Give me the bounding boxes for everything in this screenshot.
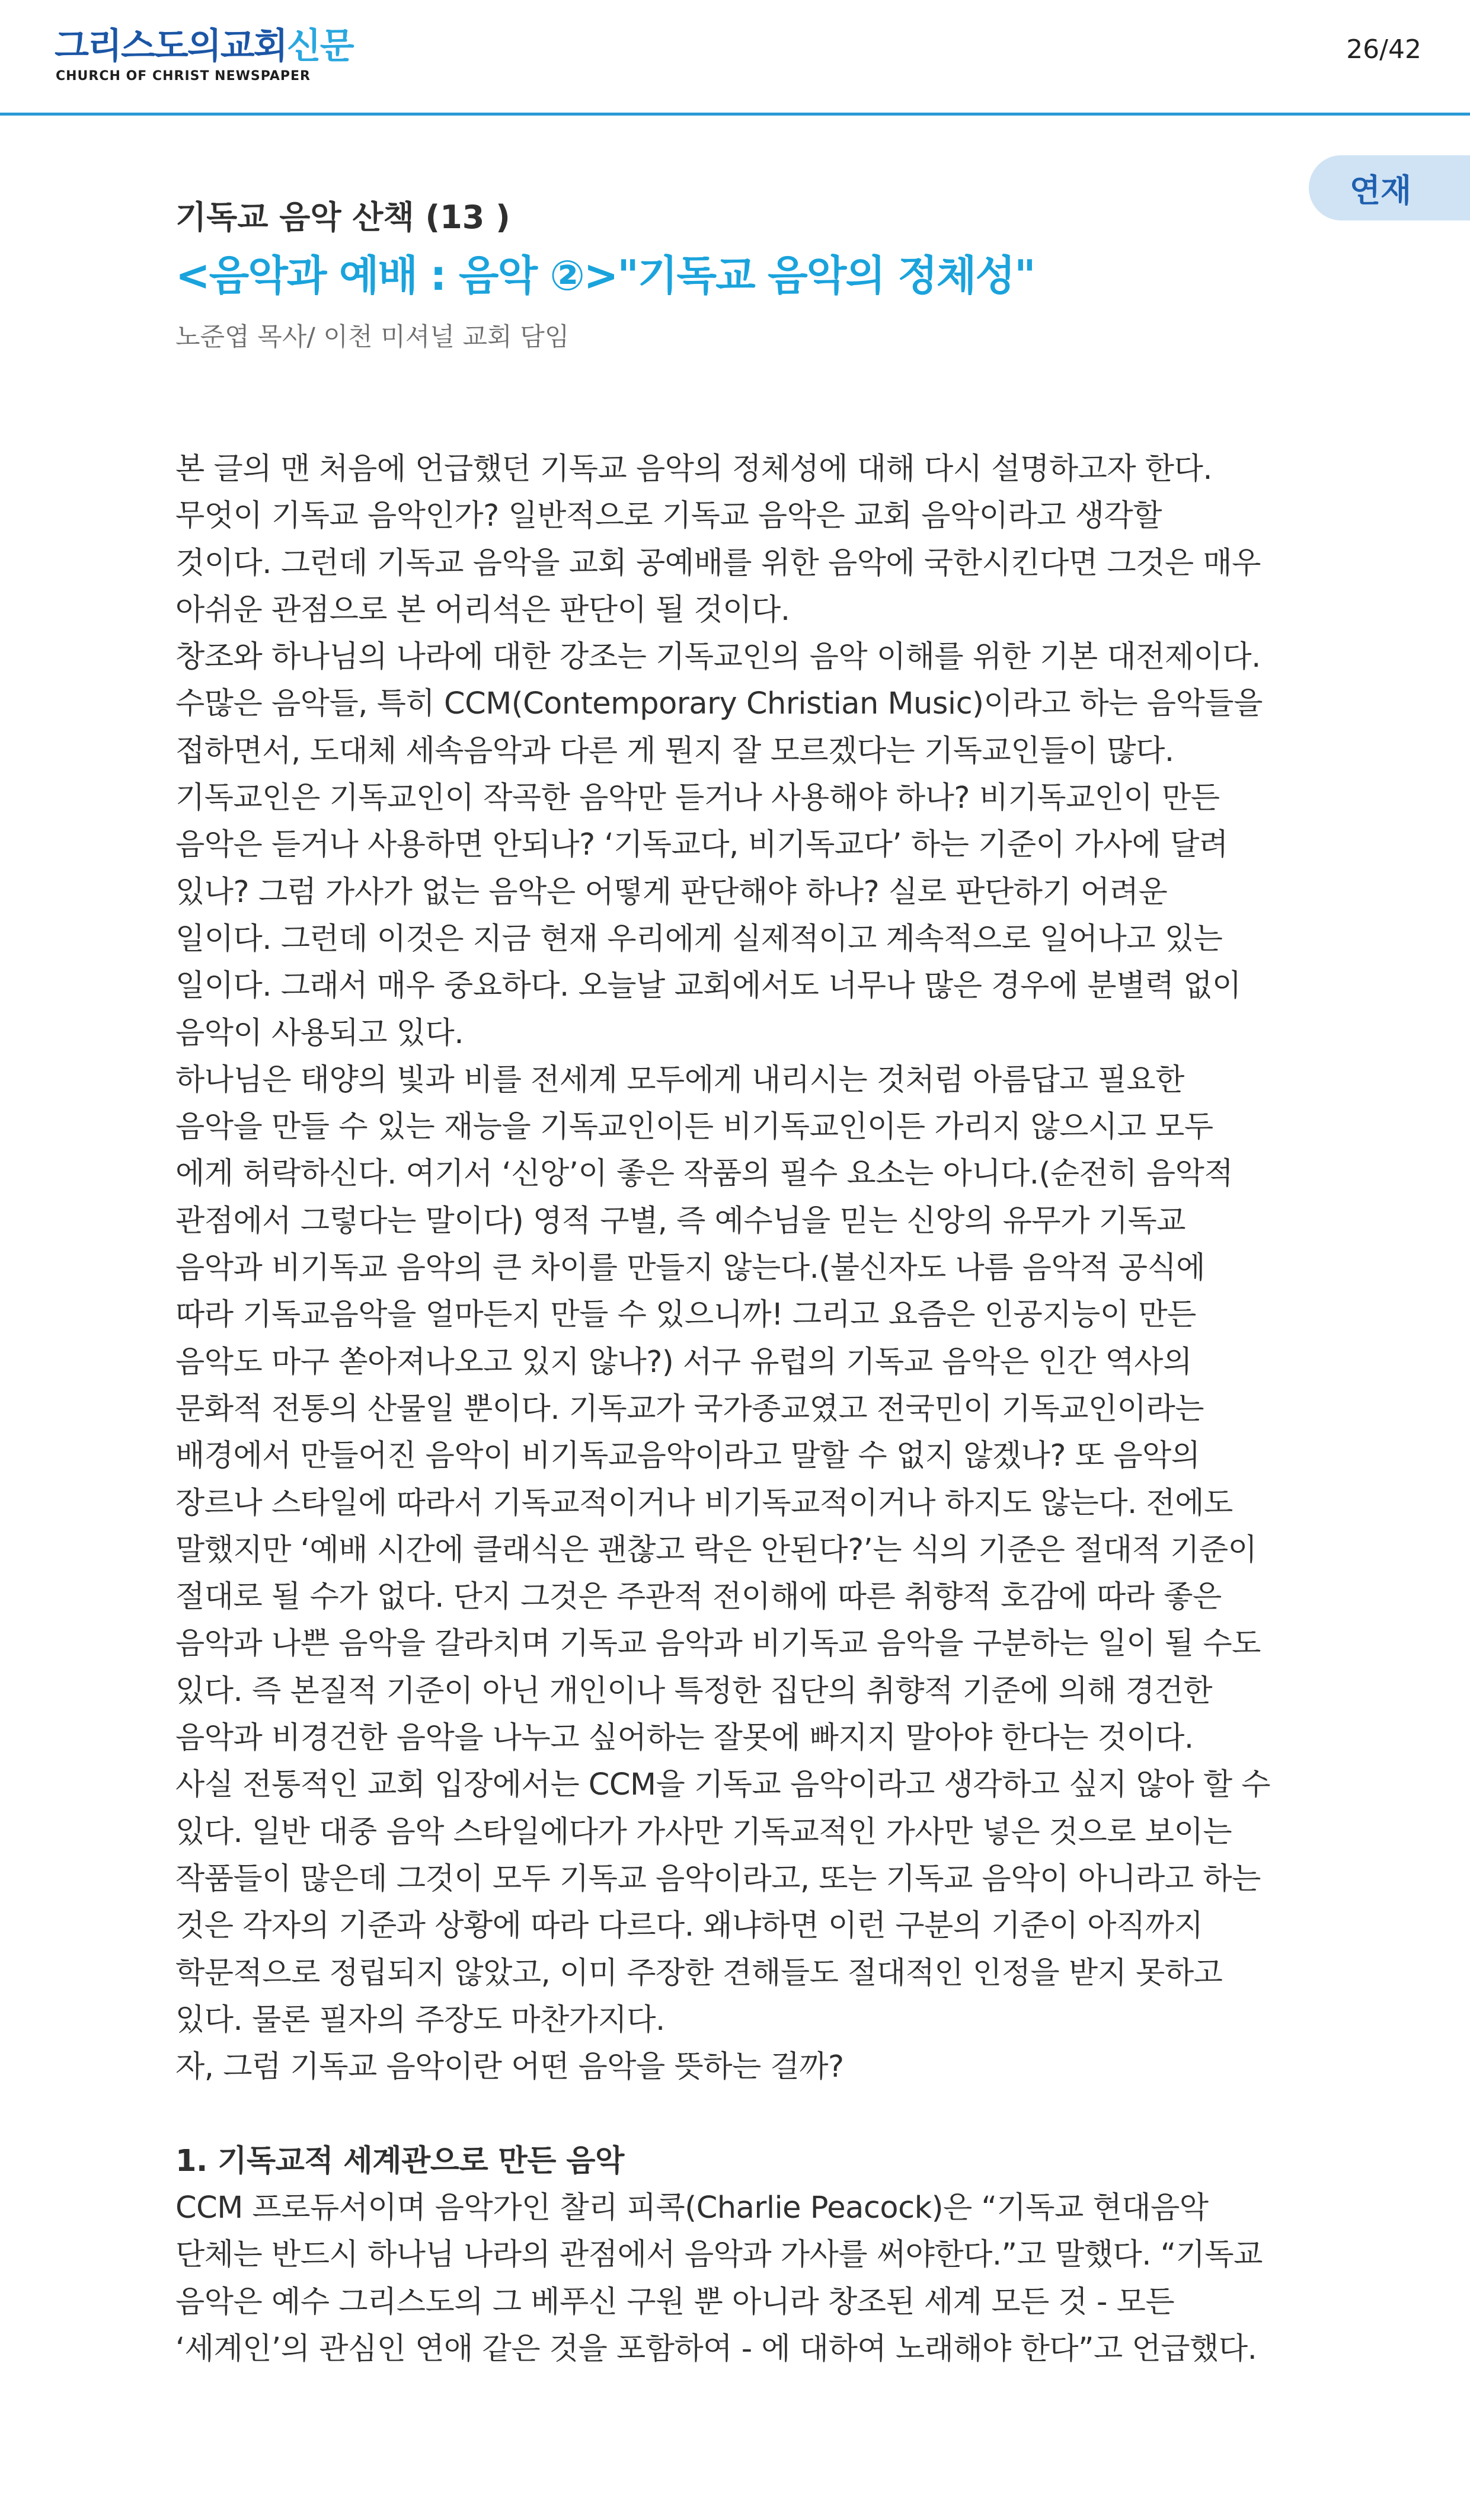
section-badge: 연재 (1309, 155, 1470, 220)
body-line: 기독교인은 기독교인이 작곡한 음악만 듣거나 사용해야 하나? 비기독교인이 만든 (175, 781, 1220, 816)
body-line: 학문적으로 정립되지 않았고, 이미 주장한 견해들도 절대적인 인정을 받지 못하고 (175, 1955, 1223, 1991)
article-body (175, 446, 1337, 2372)
body-line: 음악과 나쁜 음악을 갈라치며 기독교 음악과 비기독교 음악을 구분하는 일이 될 수도 (175, 1626, 1261, 1662)
body-line: 관점에서 그렇다는 말이다) 영적 구별, 즉 예수님을 믿는 신앙의 유무가 기독교 (175, 1203, 1185, 1239)
page-header (0, 0, 1470, 116)
body-line: 절대로 될 수가 없다. 단지 그것은 주관적 전이해에 따른 취향적 호감에 따라 좋은 (175, 1579, 1222, 1615)
body-line: 에게 허락하신다. 여기서 ‘신앙’이 좋은 작품의 필수 요소는 아니다.(순전히 음악적 (175, 1156, 1233, 1192)
body-line: 일이다. 그런데 이것은 지금 현재 우리에게 실제적이고 계속적으로 일어나고 있는 (175, 921, 1223, 957)
body-line: 접하면서, 도대체 세속음악과 다른 게 뭔지 잘 모르겠다는 기독교인들이 많다. (175, 733, 1174, 769)
newspaper-logo[interactable] (55, 25, 353, 67)
body-line: 배경에서 만들어진 음악이 비기독교음악이라고 말할 수 없지 않겠나? 또 음악의 (175, 1438, 1200, 1474)
logo-text-part2: 신문 (286, 25, 353, 67)
article-byline: 노준엽 목사/ 이천 미셔널 교회 담임 (175, 322, 570, 352)
body-line: 음악은 듣거나 사용하면 안되나? ‘기독교다, 비기독교다’ 하는 기준이 가사에 달려 (175, 827, 1228, 863)
body-line: ‘세계인’의 관심인 연애 같은 것을 포함하여 - 에 대하여 노래해야 한다”고 언급했다. (175, 2331, 1257, 2367)
page-number: 26/42 (1346, 34, 1421, 65)
article-headline: <음악과 예배 : 음악 ②>"기독교 음악의 정체성" (175, 251, 1035, 300)
series-title: 기독교 음악 산책 (13 ) (175, 199, 510, 236)
body-line: 음악과 비기독교 음악의 큰 차이를 만들지 않는다.(불신자도 나름 음악적 공식에 (175, 1251, 1206, 1286)
body-line: 있다. 물론 필자의 주장도 마찬가지다. (175, 2002, 665, 2038)
body-line: 자, 그럼 기독교 음악이란 어떤 음악을 뜻하는 걸까? (175, 2049, 844, 2085)
body-line: CCM 프로듀서이며 음악가인 찰리 피콕(Charlie Peacock)은 “기독교 현대음악 (175, 2190, 1209, 2225)
body-line: 있나? 그럼 가사가 없는 음악은 어떻게 판단해야 하나? 실로 판단하기 어려운 (175, 874, 1168, 910)
body-line: 일이다. 그래서 매우 중요하다. 오늘날 교회에서도 너무나 많은 경우에 분별력 없이 (175, 968, 1241, 1004)
logo-text-part1: 그리스도의교회 (55, 25, 287, 67)
body-line: 아쉬운 관점으로 본 어리석은 판단이 될 것이다. (175, 592, 790, 628)
body-line: 음악이 사용되고 있다. (175, 1015, 464, 1051)
section-subheading: 1. 기독교적 세계관으로 만든 음악 (175, 2143, 624, 2179)
body-line: 음악과 비경건한 음악을 나누고 싶어하는 잘못에 빠지지 말아야 한다는 것이다. (175, 1720, 1194, 1756)
body-line: 수많은 음악들, 특히 CCM(Contemporary Christian Music)이라고 하는 음악들을 (175, 686, 1263, 722)
body-line: 음악을 만들 수 있는 재능을 기독교인이든 비기독교인이든 가리지 않으시고 모두 (175, 1109, 1213, 1145)
body-line: 것은 각자의 기준과 상황에 따라 다르다. 왜냐하면 이런 구분의 기준이 아직까지 (175, 1908, 1203, 1944)
body-line: 창조와 하나님의 나라에 대한 강조는 기독교인의 음악 이해를 위한 기본 대전제이다. (175, 639, 1261, 675)
body-line: 본 글의 맨 처음에 언급했던 기독교 음악의 정체성에 대해 다시 설명하고자 한다. (175, 452, 1213, 487)
body-line: 사실 전통적인 교회 입장에서는 CCM을 기독교 음악이라고 생각하고 싶지 않아 할 수 (175, 1767, 1271, 1803)
blank-line (175, 2090, 1337, 2137)
body-line: 장르나 스타일에 따라서 기독교적이거나 비기독교적이거나 하지도 않는다. 전에도 (175, 1485, 1233, 1521)
logo-subtitle: CHURCH OF CHRIST NEWSPAPER (56, 69, 311, 84)
body-line: 하나님은 태양의 빛과 비를 전세계 모두에게 내리시는 것처럼 아름답고 필요한 (175, 1062, 1184, 1098)
body-line: 것이다. 그런데 기독교 음악을 교회 공예배를 위한 음악에 국한시킨다면 그것은 매우 (175, 545, 1261, 581)
body-line: 있다. 즉 본질적 기준이 아닌 개인이나 특정한 집단의 취향적 기준에 의해 경건한 (175, 1673, 1213, 1709)
body-line: 문화적 전통의 산물일 뿐이다. 기독교가 국가종교였고 전국민이 기독교인이라는 (175, 1391, 1204, 1427)
body-line: 있다. 일반 대중 음악 스타일에다가 가사만 기독교적인 가사만 넣은 것으로 보이는 (175, 1814, 1232, 1850)
body-line: 무엇이 기독교 음악인가? 일반적으로 기독교 음악은 교회 음악이라고 생각할 (175, 498, 1162, 534)
body-line: 말했지만 ‘예배 시간에 클래식은 괜찮고 락은 안된다?’는 식의 기준은 절대적 기준이 (175, 1532, 1257, 1568)
body-line: 따라 기독교음악을 얼마든지 만들 수 있으니까! 그리고 요즘은 인공지능이 만든 (175, 1297, 1196, 1333)
body-line: 음악도 마구 쏟아져나오고 있지 않나?) 서구 유럽의 기독교 음악은 인간 역사의 (175, 1344, 1192, 1380)
body-line: 단체는 반드시 하나님 나라의 관점에서 음악과 가사를 써야한다.”고 말했다. “기독교 (175, 2237, 1263, 2273)
body-line: 작품들이 많은데 그것이 모두 기독교 음악이라고, 또는 기독교 음악이 아니라고 하는 (175, 1861, 1261, 1897)
body-line: 음악은 예수 그리스도의 그 베푸신 구원 뿐 아니라 창조된 세계 모든 것 - 모든 (175, 2284, 1175, 2320)
